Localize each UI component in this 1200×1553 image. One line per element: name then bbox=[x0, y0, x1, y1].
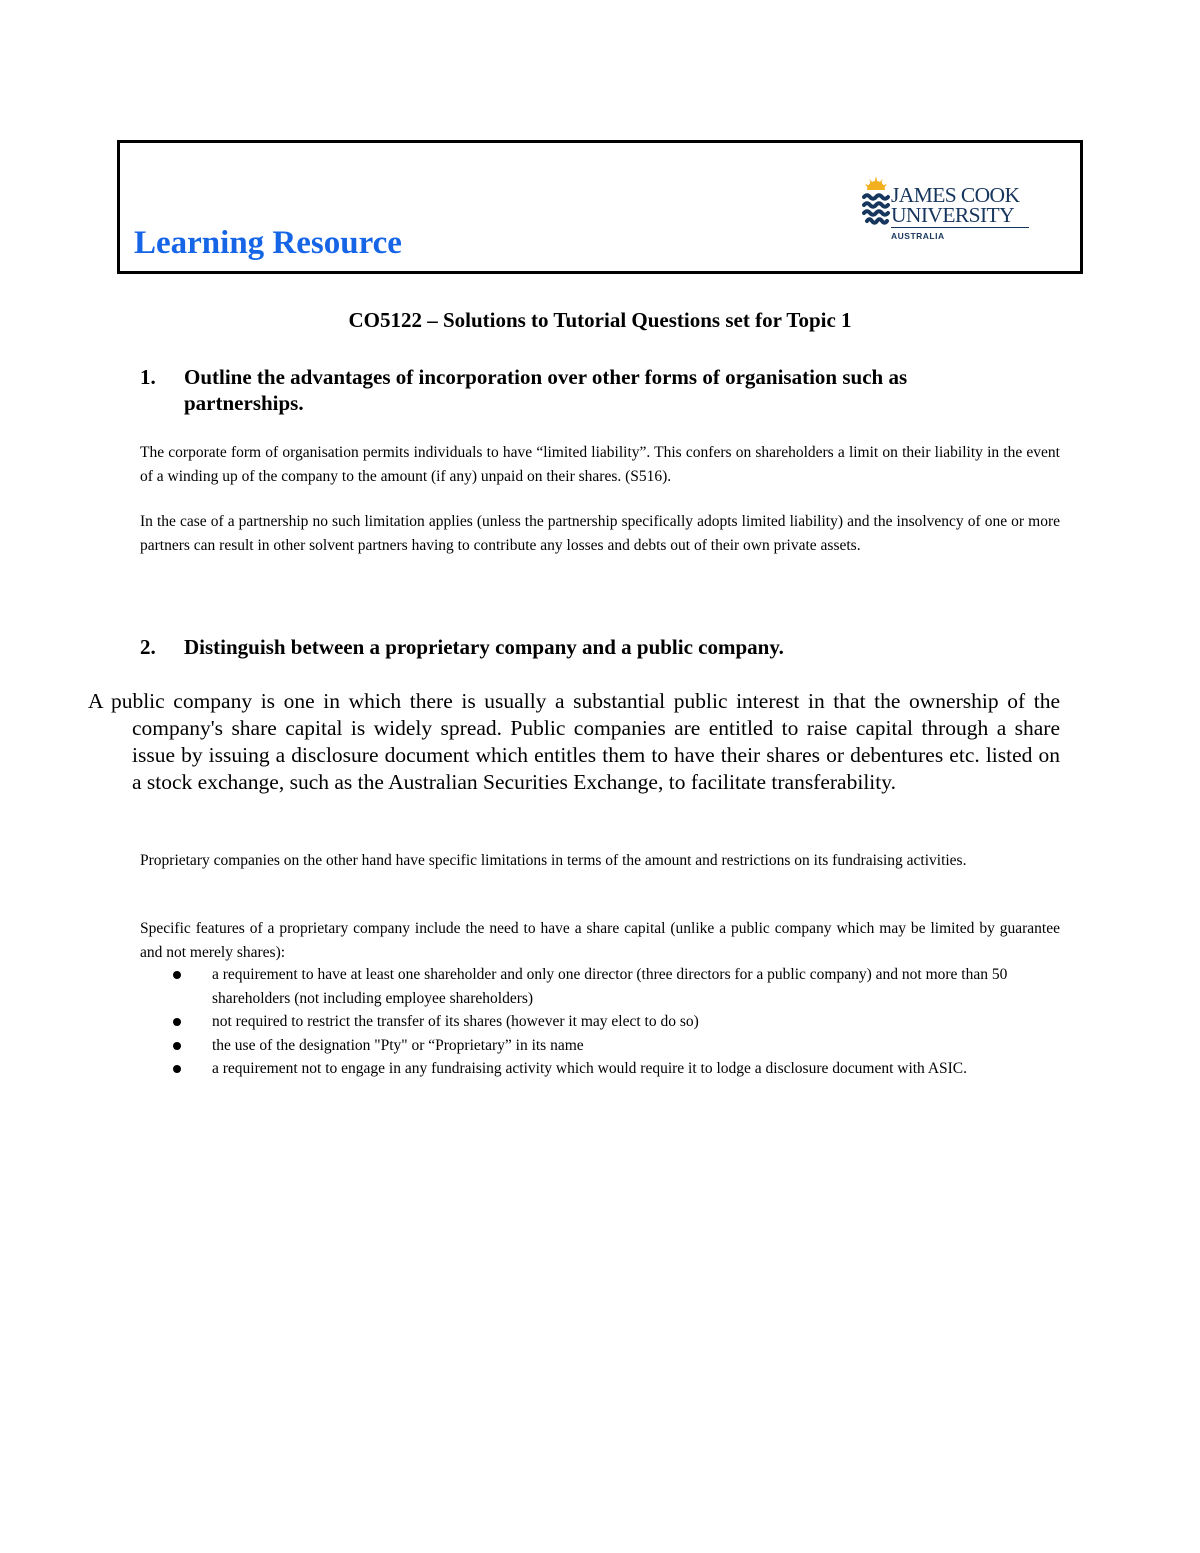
logo-line-1: JAMES COOK bbox=[891, 183, 1020, 207]
question-1-text: Outline the advantages of incorporation over other forms of organisation such as partnerships. bbox=[184, 365, 908, 415]
question-1-number: 1. bbox=[140, 365, 156, 389]
university-crest-icon bbox=[862, 171, 890, 237]
list-item-text: the use of the designation "Pty" or “Proprietary” in its name bbox=[212, 1036, 584, 1054]
question-1-heading bbox=[140, 364, 1020, 416]
header-box bbox=[117, 140, 1083, 274]
q2-large-paragraph: A public company is one in which there is usually a substantial public interest in that the ownership of the company's share capital is widely spread. Public companies are entitled to raise capital through a share issue by issuing a disclosure document which entitles them to have their shares or debentures etc. listed on a stock exchange, such as the Australian Securities Exchange, to facilitate transferability. bbox=[88, 689, 1060, 794]
learning-resource-title: Learning Resource bbox=[134, 225, 402, 261]
proprietary-features-list bbox=[140, 963, 1060, 1081]
question-2-text: Distinguish between a proprietary company and a public company. bbox=[184, 635, 784, 659]
logo-line-3: AUSTRALIA bbox=[891, 231, 945, 241]
university-logo bbox=[862, 171, 1037, 246]
list-item bbox=[140, 1034, 1060, 1058]
bullet-icon bbox=[173, 1042, 181, 1050]
q2-paragraph-1: Proprietary companies on the other hand have specific limitations in terms of the amount and restrictions on its fundraising activities. bbox=[140, 852, 967, 869]
logo-divider bbox=[891, 227, 1029, 228]
list-item-text: not required to restrict the transfer of its shares (however it may elect to do so) bbox=[212, 1013, 699, 1030]
q1-paragraph-2: In the case of a partnership no such limitation applies (unless the partnership specifically adopts limited liability) and the insolvency of one or more partners can result in other solvent partners having to contribute any losses and debts out of their own private assets. bbox=[140, 513, 1060, 554]
document-title: CO5122 – Solutions to Tutorial Questions set for Topic 1 bbox=[348, 308, 852, 332]
question-2-number: 2. bbox=[140, 635, 156, 659]
bullet-icon bbox=[173, 971, 181, 979]
bullet-icon bbox=[173, 1018, 181, 1026]
list-item bbox=[140, 963, 1060, 1010]
list-item-text: a requirement to have at least one shareholder and only one director (three directors for a public company) and not more than 50 shareholders (not including employee shareholders) bbox=[212, 966, 1008, 1007]
list-item bbox=[140, 1010, 1060, 1034]
q2-paragraph-2: Specific features of a proprietary company include the need to have a share capital (unlike a public company which may be limited by guarantee and not merely shares): bbox=[140, 920, 1060, 961]
list-item bbox=[140, 1057, 1060, 1081]
q1-paragraph-1: The corporate form of organisation permits individuals to have “limited liability”. This confers on shareholders a limit on their liability in the event of a winding up of the company to the amount (if any) unpaid on their shares. (S516). bbox=[140, 444, 1060, 485]
bullet-icon bbox=[173, 1065, 181, 1073]
question-2-heading bbox=[140, 634, 1060, 660]
list-item-text: a requirement not to engage in any fundraising activity which would require it to lodge a disclosure document with ASIC. bbox=[212, 1060, 968, 1077]
logo-line-2: UNIVERSITY bbox=[891, 203, 1014, 227]
